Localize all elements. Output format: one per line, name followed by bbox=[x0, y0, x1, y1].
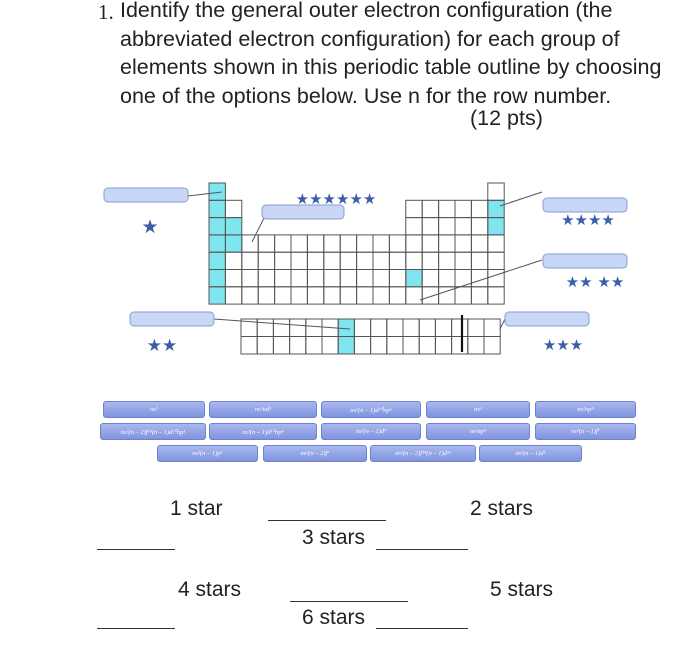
table-cell bbox=[291, 270, 307, 287]
table-cell bbox=[389, 235, 405, 252]
table-cell bbox=[422, 235, 438, 252]
highlighted-f-cell bbox=[338, 319, 354, 337]
f-block-cell bbox=[273, 319, 289, 337]
table-cell bbox=[389, 252, 405, 269]
question-points: (12 pts) bbox=[470, 106, 543, 130]
table-cell bbox=[439, 200, 455, 217]
table-cell bbox=[439, 218, 455, 235]
table-cell bbox=[357, 287, 373, 304]
f-block-cell bbox=[290, 337, 306, 355]
answer-label-3-stars: 3 stars bbox=[302, 526, 366, 549]
six-stars-marker: ★★★★★★ bbox=[295, 190, 377, 208]
table-cell bbox=[225, 287, 241, 304]
f-block-cell bbox=[257, 319, 273, 337]
f-block-cell bbox=[387, 337, 403, 355]
table-cell bbox=[406, 200, 422, 217]
f-block-cell bbox=[468, 319, 484, 337]
f-block-cell bbox=[419, 319, 435, 337]
table-cell bbox=[307, 235, 323, 252]
table-cell bbox=[373, 287, 389, 304]
table-cell bbox=[488, 235, 504, 252]
f-block-cell bbox=[371, 337, 387, 355]
answer-blank-4-stars[interactable] bbox=[290, 601, 408, 602]
drop-zone-6[interactable] bbox=[505, 312, 589, 326]
table-cell bbox=[258, 287, 274, 304]
table-cell bbox=[291, 235, 307, 252]
f-block-cell bbox=[435, 337, 451, 355]
option-ns2-n2f14-n1d11[interactable]: ns²(n – 2)f¹⁴(n – 1)d¹¹ bbox=[370, 445, 476, 462]
answer-label-5-stars: 5 stars bbox=[490, 578, 554, 601]
option-ns2-n1d10np4[interactable]: ns²(n – 1)d¹⁰np⁴ bbox=[209, 423, 317, 440]
four-stars-marker: ★★★★ bbox=[561, 211, 615, 229]
table-cell bbox=[389, 270, 405, 287]
table-cell bbox=[471, 235, 487, 252]
table-cell bbox=[242, 270, 258, 287]
f-block-cell bbox=[371, 319, 387, 337]
table-cell bbox=[488, 252, 504, 269]
table-cell bbox=[357, 252, 373, 269]
f-block-cell bbox=[484, 319, 500, 337]
table-cell bbox=[373, 270, 389, 287]
f-block-cell bbox=[354, 337, 370, 355]
table-cell bbox=[455, 287, 471, 304]
table-cell bbox=[340, 252, 356, 269]
highlighted-cell bbox=[225, 235, 241, 252]
table-cell bbox=[275, 287, 291, 304]
f-block-cell bbox=[403, 337, 419, 355]
highlighted-f-cell bbox=[338, 337, 354, 355]
f-block-cell bbox=[306, 337, 322, 355]
drop-zone-1[interactable] bbox=[104, 188, 188, 202]
table-cell bbox=[422, 287, 438, 304]
f-block-cell bbox=[468, 337, 484, 355]
periodic-table-grid bbox=[209, 183, 504, 354]
answer-label-4-stars: 4 stars bbox=[178, 578, 242, 601]
option-ns2-n2f14-n1d10np1[interactable]: ns²(n – 2)f¹⁴(n – 1)d¹⁰np¹ bbox=[100, 423, 206, 440]
table-cell bbox=[488, 287, 504, 304]
table-cell bbox=[275, 235, 291, 252]
option-ns2[interactable]: ns² bbox=[103, 401, 205, 418]
table-cell bbox=[488, 270, 504, 287]
table-cell bbox=[275, 270, 291, 287]
table-cell bbox=[324, 287, 340, 304]
table-cell bbox=[471, 200, 487, 217]
answer-blank-3-stars[interactable] bbox=[376, 549, 468, 550]
table-cell bbox=[340, 235, 356, 252]
table-cell bbox=[471, 218, 487, 235]
periodic-table-diagram bbox=[0, 170, 700, 370]
option-ns2-n2f7[interactable]: ns²(n – 2)f⁷ bbox=[263, 445, 367, 462]
two-stars-marker: ★★ bbox=[146, 336, 178, 356]
table-cell bbox=[439, 270, 455, 287]
option-ns2-n1p6[interactable]: ns²(n – 1)p⁶ bbox=[157, 445, 258, 462]
answer-blank-5-stars[interactable] bbox=[97, 628, 175, 629]
f-block-cell bbox=[241, 337, 257, 355]
highlighted-cell bbox=[209, 252, 225, 269]
f-block-cell bbox=[452, 337, 468, 355]
question-number: 1. bbox=[98, 0, 114, 24]
table-cell bbox=[324, 270, 340, 287]
option-ns2np6[interactable]: ns²np⁶ bbox=[426, 423, 530, 440]
table-cell bbox=[340, 270, 356, 287]
table-cell bbox=[357, 235, 373, 252]
f-block-cell bbox=[484, 337, 500, 355]
highlighted-cell bbox=[209, 218, 225, 235]
option-ns2-n1d10np1[interactable]: ns²(n – 1)d¹⁰np¹ bbox=[321, 401, 421, 418]
one-star-marker: ★ bbox=[141, 216, 159, 238]
answer-label-6-stars: 6 stars bbox=[302, 606, 366, 629]
table-cell bbox=[389, 287, 405, 304]
highlighted-cell bbox=[209, 183, 225, 200]
table-cell bbox=[422, 218, 438, 235]
answer-blank-2-stars[interactable] bbox=[97, 549, 175, 550]
question-text: Identify the general outer electron configuration (the abbreviated electron configuration) for each group of elements shown in this periodic table outline by choosing one of the options below. Use n for the row number. bbox=[120, 0, 662, 108]
f-block-cell bbox=[354, 319, 370, 337]
table-cell bbox=[455, 235, 471, 252]
table-cell bbox=[422, 270, 438, 287]
answer-blank-1-star[interactable] bbox=[268, 520, 386, 521]
table-cell bbox=[307, 270, 323, 287]
table-cell bbox=[275, 252, 291, 269]
f-block-cell bbox=[435, 319, 451, 337]
table-cell bbox=[406, 252, 422, 269]
f-block-cell bbox=[290, 319, 306, 337]
option-ns2-n1f7[interactable]: ns²(n – 1)f⁷ bbox=[535, 423, 636, 440]
table-cell bbox=[258, 270, 274, 287]
highlighted-cell bbox=[209, 270, 225, 287]
option-ns2np5[interactable]: ns²np⁵ bbox=[535, 401, 636, 418]
f-block-cell bbox=[306, 319, 322, 337]
table-cell bbox=[406, 235, 422, 252]
highlighted-cell bbox=[488, 218, 504, 235]
table-cell bbox=[242, 252, 258, 269]
table-cell bbox=[258, 235, 274, 252]
answer-label-2-stars: 2 stars bbox=[470, 497, 534, 520]
table-cell bbox=[406, 218, 422, 235]
table-cell bbox=[258, 252, 274, 269]
option-ns2nd1[interactable]: ns²nd¹ bbox=[209, 401, 317, 418]
drop-zone-3[interactable] bbox=[543, 198, 627, 212]
table-cell bbox=[340, 287, 356, 304]
table-cell bbox=[357, 270, 373, 287]
table-cell bbox=[373, 235, 389, 252]
table-cell bbox=[439, 235, 455, 252]
table-cell bbox=[225, 252, 241, 269]
f-block-cell bbox=[419, 337, 435, 355]
table-cell bbox=[373, 252, 389, 269]
highlighted-cell bbox=[488, 200, 504, 217]
connector-6 bbox=[500, 319, 505, 329]
table-cell bbox=[406, 287, 422, 304]
table-cell bbox=[291, 252, 307, 269]
highlighted-cell bbox=[406, 270, 422, 287]
table-cell bbox=[225, 200, 241, 217]
table-cell bbox=[422, 200, 438, 217]
five-stars-marker: ★★ ★★ bbox=[565, 273, 625, 291]
f-block-cell bbox=[387, 319, 403, 337]
table-cell bbox=[455, 252, 471, 269]
table-cell bbox=[291, 287, 307, 304]
table-cell bbox=[488, 183, 504, 200]
table-cell bbox=[455, 200, 471, 217]
table-cell bbox=[324, 252, 340, 269]
option-ns2-n1d1[interactable]: ns²(n – 1)d¹ bbox=[479, 445, 582, 462]
table-cell bbox=[324, 235, 340, 252]
table-cell bbox=[455, 218, 471, 235]
highlighted-cell bbox=[225, 218, 241, 235]
highlighted-cell bbox=[209, 287, 225, 304]
answer-blank-6-stars[interactable] bbox=[376, 628, 468, 629]
answer-label-1-star: 1 star bbox=[170, 497, 223, 520]
connector-3 bbox=[500, 192, 542, 206]
connector-5 bbox=[214, 319, 350, 329]
table-cell bbox=[225, 270, 241, 287]
drop-zone-4[interactable] bbox=[543, 254, 627, 268]
f-block-cell bbox=[452, 319, 468, 337]
table-cell bbox=[307, 287, 323, 304]
table-cell bbox=[242, 235, 258, 252]
f-block-cell bbox=[257, 337, 273, 355]
table-cell bbox=[471, 252, 487, 269]
three-stars-marker: ★★★ bbox=[542, 336, 584, 354]
table-cell bbox=[242, 287, 258, 304]
f-block-cell bbox=[322, 337, 338, 355]
highlighted-cell bbox=[209, 235, 225, 252]
f-block-cell bbox=[273, 337, 289, 355]
option-ns1[interactable]: ns¹ bbox=[426, 401, 530, 418]
table-cell bbox=[471, 287, 487, 304]
highlighted-cell bbox=[209, 200, 225, 217]
table-cell bbox=[307, 252, 323, 269]
drop-zone-5[interactable] bbox=[130, 312, 214, 326]
option-ns2-n1d7[interactable]: ns²(n – 1)d⁷ bbox=[321, 423, 421, 440]
f-block-cell bbox=[403, 319, 419, 337]
table-cell bbox=[422, 252, 438, 269]
table-cell bbox=[439, 252, 455, 269]
